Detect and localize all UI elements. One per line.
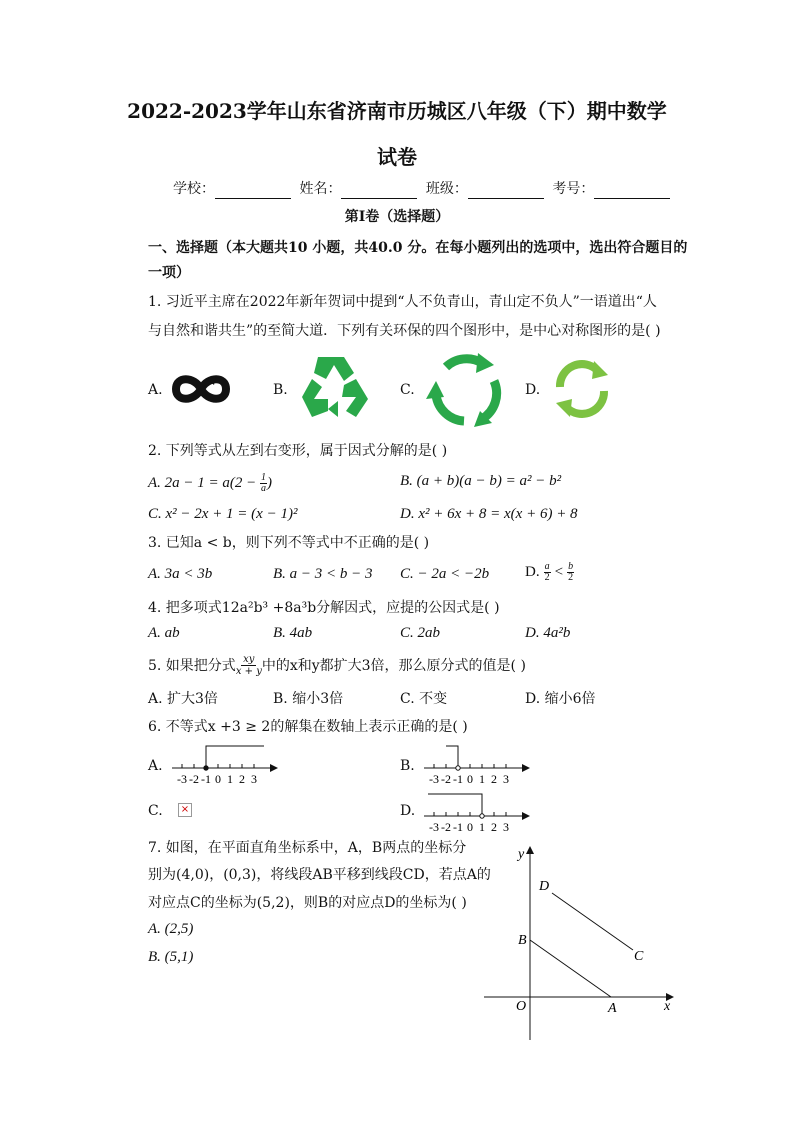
section-heading-line2: 一项）	[148, 265, 190, 281]
number-line-tick-label: 3	[251, 772, 257, 784]
school-label: 学校：	[173, 181, 215, 197]
q1-option-d-label[interactable]: D.	[525, 382, 541, 398]
q3-option-c[interactable]: C. − 2a < −2b	[400, 566, 490, 582]
q3-d-op: <	[554, 564, 564, 580]
segment-dc	[552, 893, 633, 950]
q4-option-d[interactable]: D. 4a²b	[525, 625, 571, 641]
q4-stem: 4. 把多项式12a²b³ +8a³b分解因式，应提的公因式是( )	[148, 600, 500, 616]
open-endpoint	[480, 814, 484, 818]
page-title-line2: 试卷	[377, 145, 417, 169]
q2-option-b[interactable]: B. (a + b)(a − b) = a² − b²	[400, 473, 562, 489]
q4-option-c[interactable]: C. 2ab	[400, 625, 441, 641]
q1-option-c-label[interactable]: C.	[400, 382, 415, 398]
q2-option-c[interactable]: C. x² − 2x + 1 = (x − 1)²	[148, 506, 298, 522]
q6-number-line-d	[420, 790, 540, 832]
y-axis-arrow	[526, 846, 534, 854]
q7-stem-line3: 对应点C的坐标为(5,2)，则B的对应点D的坐标为( )	[148, 895, 467, 911]
filled-endpoint	[204, 766, 208, 770]
number-line-arrow	[522, 812, 530, 820]
q3-d-den2: 2	[568, 572, 574, 583]
q7-coordinate-figure	[478, 840, 678, 1045]
q5-stem-pre: 5. 如果把分式	[148, 657, 236, 674]
q4-option-b[interactable]: B. 4ab	[273, 625, 313, 641]
number-line-tick-label: -1	[201, 772, 211, 784]
q3-d-num1: a	[544, 561, 550, 572]
number-line-tick-label: -1	[453, 820, 463, 832]
q1-option-a-label[interactable]: A.	[148, 382, 163, 398]
school-blank[interactable]	[215, 184, 291, 199]
open-endpoint	[456, 766, 460, 770]
number-blank[interactable]	[594, 184, 670, 199]
number-line-tick-label: 1	[479, 820, 485, 832]
infinity-recycle-icon	[172, 372, 230, 406]
q4-option-a[interactable]: A. ab	[148, 625, 180, 641]
circular-arrows-icon	[424, 351, 506, 431]
q3-option-d[interactable]	[525, 562, 574, 583]
q6-option-d-label[interactable]: D.	[400, 803, 416, 819]
number-line-tick-label: 1	[479, 772, 485, 784]
q3-stem: 3. 已知a < b，则下列不等式中不正确的是( )	[148, 535, 430, 551]
recycle-triangle-icon	[298, 353, 370, 423]
q1-stem-line2: 与自然和谐共生”的至简大道．下列有关环保的四个图形中，是中心对称图形的是( )	[148, 323, 661, 339]
number-line-arrow	[522, 764, 530, 772]
number-line-tick-label: 2	[491, 820, 497, 832]
point-a-label: A	[608, 1001, 617, 1016]
q5-option-d[interactable]: D. 缩小6倍	[525, 691, 596, 707]
q2-stem: 2. 下列等式从左到右变形，属于因式分解的是( )	[148, 443, 448, 459]
q7-stem-line2: 别为(4,0)，(0,3)，将线段AB平移到线段CD，若点A的	[148, 867, 491, 883]
q5-option-c[interactable]: C. 不变	[400, 691, 448, 707]
name-blank[interactable]	[341, 184, 417, 199]
q6-option-c-label[interactable]: C.	[148, 803, 163, 819]
number-line-tick-label: 2	[239, 772, 245, 784]
number-line-tick-label: -2	[441, 772, 451, 784]
q5-frac-den: x + y	[235, 666, 262, 677]
page-title: 2022-2023学年山东省济南市历城区八年级（下）期中数学	[127, 99, 667, 123]
q2-option-d[interactable]: D. x² + 6x + 8 = x(x + 6) + 8	[400, 506, 578, 522]
segment-ab	[530, 940, 611, 997]
number-line-tick-label: 3	[503, 820, 509, 832]
number-line-tick-label: 1	[227, 772, 233, 784]
number-line-arrow	[270, 764, 278, 772]
q5-option-a[interactable]: A. 扩大3倍	[148, 691, 218, 707]
point-d-label: D	[539, 879, 550, 894]
number-line-tick-label: -3	[429, 820, 439, 832]
q1-stem: 1. 习近平主席在2022年新年贺词中提到“人不负青山，青山定不负人”一语道出“人	[148, 294, 657, 310]
number-line-tick-label: -2	[189, 772, 199, 784]
q2-option-a[interactable]	[148, 473, 272, 494]
solution-ray	[428, 794, 482, 816]
number-line-tick-label: 0	[215, 772, 221, 784]
q5-option-b[interactable]: B. 缩小3倍	[273, 691, 344, 707]
section-heading: 一、选择题（本大题共10 小题，共40.0 分。在每小题列出的选项中，选出符合题目的	[148, 240, 688, 256]
number-line-tick-label: -1	[453, 772, 463, 784]
number-line-tick-label: 2	[491, 772, 497, 784]
q6-stem: 6. 不等式x +3 ≥ 2的解集在数轴上表示正确的是( )	[148, 719, 468, 735]
q2-a-frac-num: 1	[261, 472, 267, 483]
q3-option-b[interactable]: B. a − 3 < b − 3	[273, 566, 373, 582]
solution-ray	[446, 746, 458, 768]
q3-d-num2: b	[568, 561, 574, 572]
q2-option-a-end: )	[267, 474, 273, 491]
q7-option-a[interactable]: A. (2,5)	[148, 921, 194, 937]
q6-number-line-b	[420, 742, 540, 784]
broken-image-icon: ×	[178, 803, 192, 817]
q5-stem	[148, 654, 526, 677]
class-label: 班级：	[425, 181, 468, 197]
solution-ray	[206, 746, 264, 768]
two-arrows-icon	[550, 357, 614, 421]
origin-label: O	[516, 999, 527, 1014]
volume-heading: 第I卷（选择题）	[344, 209, 450, 225]
number-line-tick-label: 0	[467, 820, 473, 832]
number-label: 考号：	[552, 181, 595, 197]
number-line-tick-label: 3	[503, 772, 509, 784]
q7-option-b[interactable]: B. (5,1)	[148, 949, 194, 965]
class-blank[interactable]	[468, 184, 544, 199]
x-axis-label: x	[664, 999, 671, 1014]
q5-frac-num: xy	[243, 654, 255, 665]
q3-option-a[interactable]: A. 3a < 3b	[148, 566, 213, 582]
q5-stem-post: 中的x和y都扩大3倍，那么原分式的值是( )	[261, 657, 526, 674]
number-line-tick-label: -3	[177, 772, 187, 784]
q6-number-line-a	[168, 742, 288, 784]
q2-option-a-text: A. 2a − 1 = a(2 −	[148, 474, 261, 491]
q2-a-frac-den: a	[261, 483, 267, 494]
q6-option-a-label[interactable]: A.	[148, 758, 163, 774]
point-b-label: B	[518, 933, 527, 948]
y-axis-label: y	[518, 847, 525, 862]
q1-option-b-label[interactable]: B.	[273, 382, 288, 398]
point-c-label: C	[634, 949, 644, 964]
info-line	[173, 179, 674, 199]
q3-d-den1: 2	[544, 572, 550, 583]
name-label: 姓名：	[299, 181, 342, 197]
number-line-tick-label: 0	[467, 772, 473, 784]
number-line-tick-label: -3	[429, 772, 439, 784]
q6-option-b-label[interactable]: B.	[400, 758, 415, 774]
number-line-tick-label: -2	[441, 820, 451, 832]
q7-stem: 7. 如图，在平面直角坐标系中，A，B两点的坐标分	[148, 840, 467, 856]
q3-d-prefix: D.	[525, 564, 540, 580]
